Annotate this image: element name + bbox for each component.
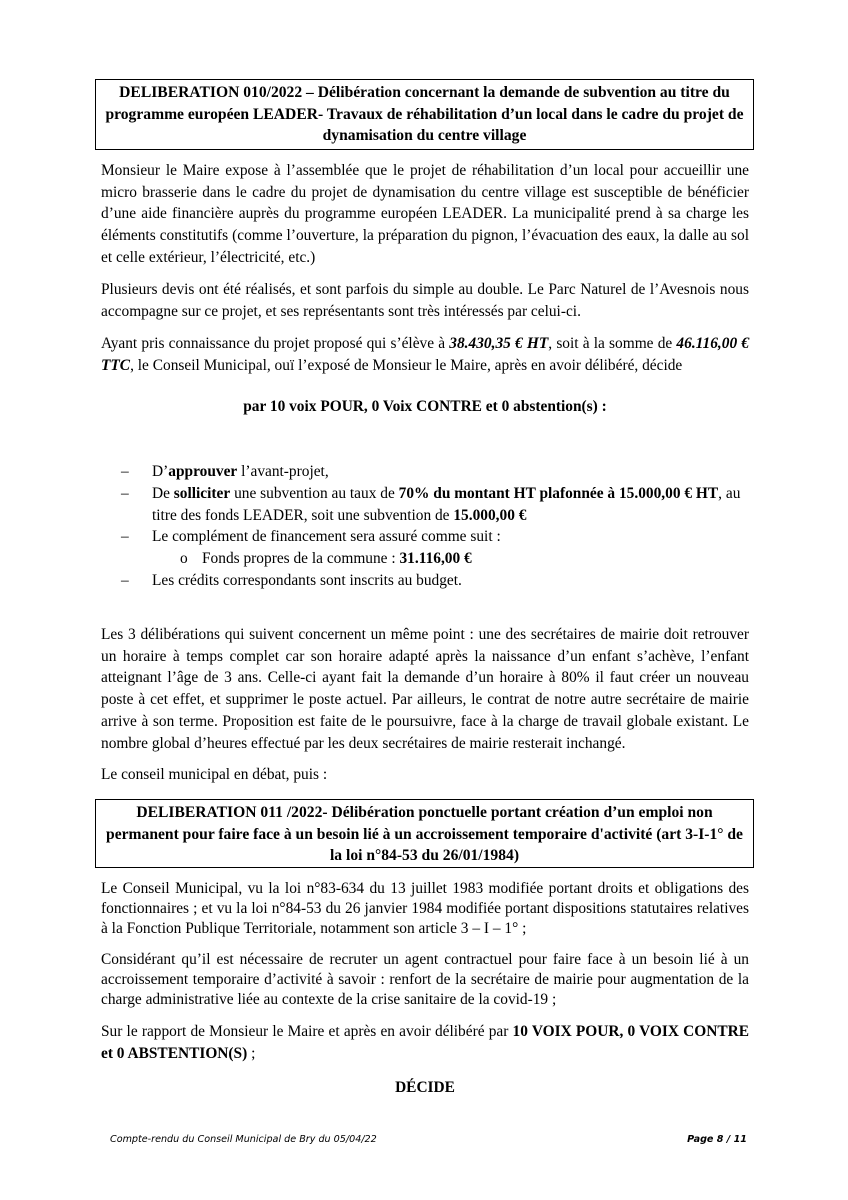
sub-list-item: o Fonds propres de la commune : 31.116,00 € [152,548,751,570]
vote-result-010: par 10 voix POUR, 0 Voix CONTRE et 0 abstention(s) : [243,398,607,415]
paragraph-project-description: Monsieur le Maire expose à l’assemblée que le projet de réhabilitation d’un local pour accueillir une micro brasserie dans le cadre du projet de dynamisation du centre village est susceptible de bénéficier d’une aide financière auprès du programme européen LEADER. La municipalité prend à sa charge les éléments constitutifs (comme l’ouverture, la préparation du pignon, l’évacuation des eaux, la dalle au sol et celle extérieur, l’électricité, etc.) [101,162,749,266]
list-item: – Le complément de financement sera assuré comme suit : o Fonds propres de la commune : 31.116,00 € [101,526,751,570]
circle-bullet: o [180,550,188,568]
list-item: – D’approuver l’avant-projet, [101,461,751,483]
cost-ht-amount: 38.430,35 € HT [449,335,549,352]
deliberation-010-title: DELIBERATION 010/2022 – Délibération concernant la demande de subvention au titre du programme européen LEADER- Travaux de réhabilitation d’un local dans le cadre du projet de dynamisation du centre village [105,84,744,144]
cost-text-a: Ayant pris connaissance du projet proposé qui s’élève à [101,335,450,352]
paragraph-quotes: Plusieurs devis ont été réalisés, et sont parfois du simple au double. Le Parc Naturel de l’Avesnois nous accompagne sur ce projet, et ses représentants sont très intéressés par celui-ci. [101,281,749,320]
cost-ttc-amount: 46.116,00 € TTC [101,335,750,374]
list-item: – De solliciter une subvention au taux de 70% du montant HT plafonnée à 15.000,00 € HT, au titre des fonds LEADER, soit une subvention de 15.000,00 € [121,484,741,524]
decision-list [101,461,751,592]
financing-sublist [152,548,751,570]
deliberation-010-heading [95,79,754,150]
paragraph-considering: Considérant qu’il est nécessaire de recruter un agent contractuel pour faire face à un besoin lié à un accroissement temporaire d’activité à savoir : renfort de la secrétaire de mairie pour augmentation de la charge administrative liée au contexte de la crise sanitaire de la covid-19 ; [101,951,749,1008]
vote-result-011: 10 VOIX POUR, 0 VOIX CONTRE et 0 ABSTENTION(S) [101,1023,749,1062]
paragraph-vote-011: Sur le rapport de Monsieur le Maire et après en avoir délibéré par 10 VOIX POUR, 0 VOIX CONTRE et 0 ABSTENTION(S) ; [101,1023,749,1062]
paragraph-debate: Le conseil municipal en débat, puis : [101,766,328,783]
list-item: – Les crédits correspondants sont inscrits au budget. [101,570,751,592]
footer-page-number: Page 8 / 11 [687,1134,747,1145]
decide-heading: DÉCIDE [395,1079,455,1096]
dash-bullet: – [121,571,129,589]
footer-document-title: Compte-rendu du Conseil Municipal de Bry du 05/04/22 [110,1134,377,1145]
paragraph-cost [101,333,749,376]
dash-bullet: – [121,528,129,546]
paragraph-legal-basis: Le Conseil Municipal, vu la loi n°83-634 du 13 juillet 1983 modifiée portant droits et obligations des fonctionnaires ; et vu la loi n°84-53 du 26 janvier 1984 modifiée portant dispositions statutaires relatives à la Fonction Publique Territoriale, notamment son article 3 – I – 1° ; [101,880,749,937]
dash-bullet: – [121,463,129,480]
deliberation-011-heading [95,799,754,868]
dash-bullet: – [121,484,129,502]
deliberation-011-title: DELIBERATION 011 /2022- Délibération ponctuelle portant création d’un emploi non permanent pour faire face à un besoin lié à un accroissement temporaire d'activité (art 3-I-1° de la loi n°84-53 du 26/01/1984) [106,804,743,864]
cost-text-b: , soit à la somme de [548,335,677,352]
paragraph-secretaries: Les 3 délibérations qui suivent concernent un même point : une des secrétaires de mairie doit retrouver un horaire à temps complet car son horaire adapté après la naissance d’un enfant s’achève, l’enfant atteignant l’âge de 3 ans. Celle-ci ayant fait la demande d’un horaire à 80% il faut créer un nouveau poste à cet effet, et supprimer le poste actuel. Par ailleurs, le contrat de notre autre secrétaire de mairie arrive à son terme. Proposition est faite de le poursuivre, face à la charge de travail globale existant. Le nombre global d’heures effectué par les deux secrétaires de mairie resterait inchangé. [101,626,749,752]
cost-text-c: , le Conseil Municipal, ouï l’exposé de Monsieur le Maire, après en avoir délibéré, décide [130,356,683,374]
